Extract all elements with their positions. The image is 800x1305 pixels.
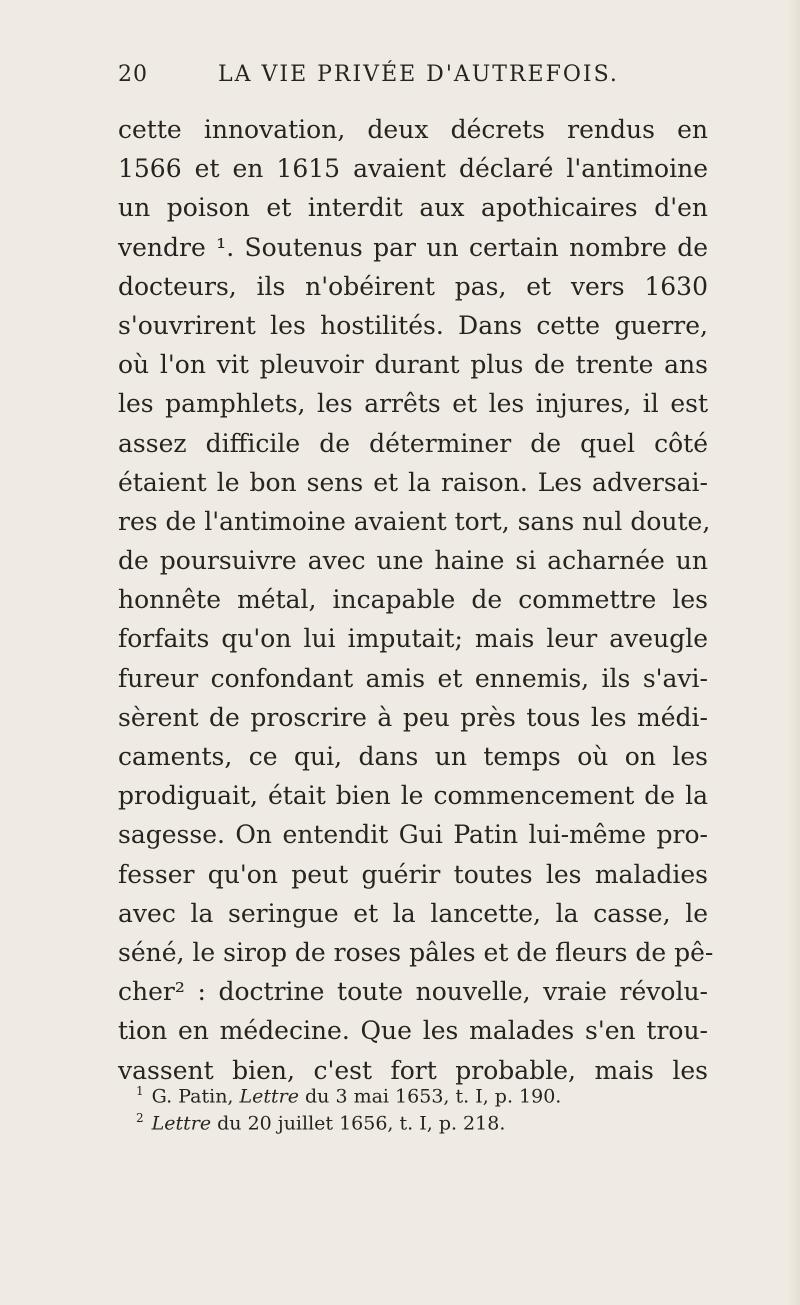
page-number: 20 xyxy=(118,62,148,87)
text-line: sèrent de proscrire à peu près tous les médi- xyxy=(118,702,708,732)
footnote-text: G. Patin, xyxy=(151,1085,240,1108)
text-line: honnête métal, incapable de commettre les xyxy=(118,585,708,615)
page-edge xyxy=(788,0,800,1305)
text-line: étaient le bon sens et la raison. Les adversai- xyxy=(118,467,708,497)
text-line: forfaits qu'on lui imputait; mais leur aveugle xyxy=(118,624,708,654)
footnote-italic: Lettre xyxy=(151,1112,212,1135)
text-line: prodiguait, était bien le commencement de la xyxy=(118,781,708,811)
text-line: tion en médecine. Que les malades s'en trou- xyxy=(118,1016,708,1046)
footnote-1 xyxy=(118,1078,708,1108)
text-line: res de l'antimoine avaient tort, sans nul doute, xyxy=(118,506,711,536)
text-line: fesser qu'on peut guérir toutes les maladies xyxy=(118,859,708,889)
text-line: avec la seringue et la lancette, la casse, le xyxy=(118,898,708,928)
text-line: sagesse. On entendit Gui Patin lui-même pro- xyxy=(118,820,708,850)
footnote-mark: 2 xyxy=(136,1111,144,1125)
running-header xyxy=(118,62,710,87)
text-line: assez difficile de déterminer de quel côté xyxy=(118,428,708,458)
text-line: docteurs, ils n'obéirent pas, et vers 1630 xyxy=(118,271,708,301)
text-line: vendre ¹. Soutenus par un certain nombre de xyxy=(118,232,708,262)
footnotes xyxy=(118,1078,708,1135)
text-line: cher² : doctrine toute nouvelle, vraie révolu- xyxy=(118,977,708,1007)
text-line: où l'on vit pleuvoir durant plus de trente ans xyxy=(118,350,708,380)
text-line: s'ouvrirent les hostilités. Dans cette guerre, xyxy=(118,310,708,340)
text-line: cette innovation, deux décrets rendus en xyxy=(118,115,708,144)
footnote-mark: 1 xyxy=(136,1084,144,1098)
text-line: caments, ce qui, dans un temps où on les xyxy=(118,742,708,771)
footnote-text: du 3 mai 1653, t. I, p. 190. xyxy=(298,1085,562,1108)
text-line: séné, le sirop de roses pâles et de fleurs de pê- xyxy=(118,937,714,967)
footnote-italic: Lettre xyxy=(239,1085,299,1108)
text-line: les pamphlets, les arrêts et les injures, il est xyxy=(118,389,708,419)
text-line: vassent bien, c'est fort probable, mais les xyxy=(118,1055,708,1085)
footnote-text: du 20 juillet 1656, t. I, p. 218. xyxy=(211,1112,506,1135)
footnote-2 xyxy=(118,1105,708,1135)
text-line: fureur confondant amis et ennemis, ils s'avi- xyxy=(118,663,708,693)
text-line: de poursuivre avec une haine si acharnée un xyxy=(118,546,708,576)
running-title: LA VIE PRIVÉE D'AUTREFOIS. xyxy=(218,62,619,87)
text-line: 1566 et en 1615 avaient déclaré l'antimoine xyxy=(118,154,708,184)
body-text xyxy=(118,110,714,1090)
text-line: un poison et interdit aux apothicaires d'en xyxy=(118,193,708,223)
